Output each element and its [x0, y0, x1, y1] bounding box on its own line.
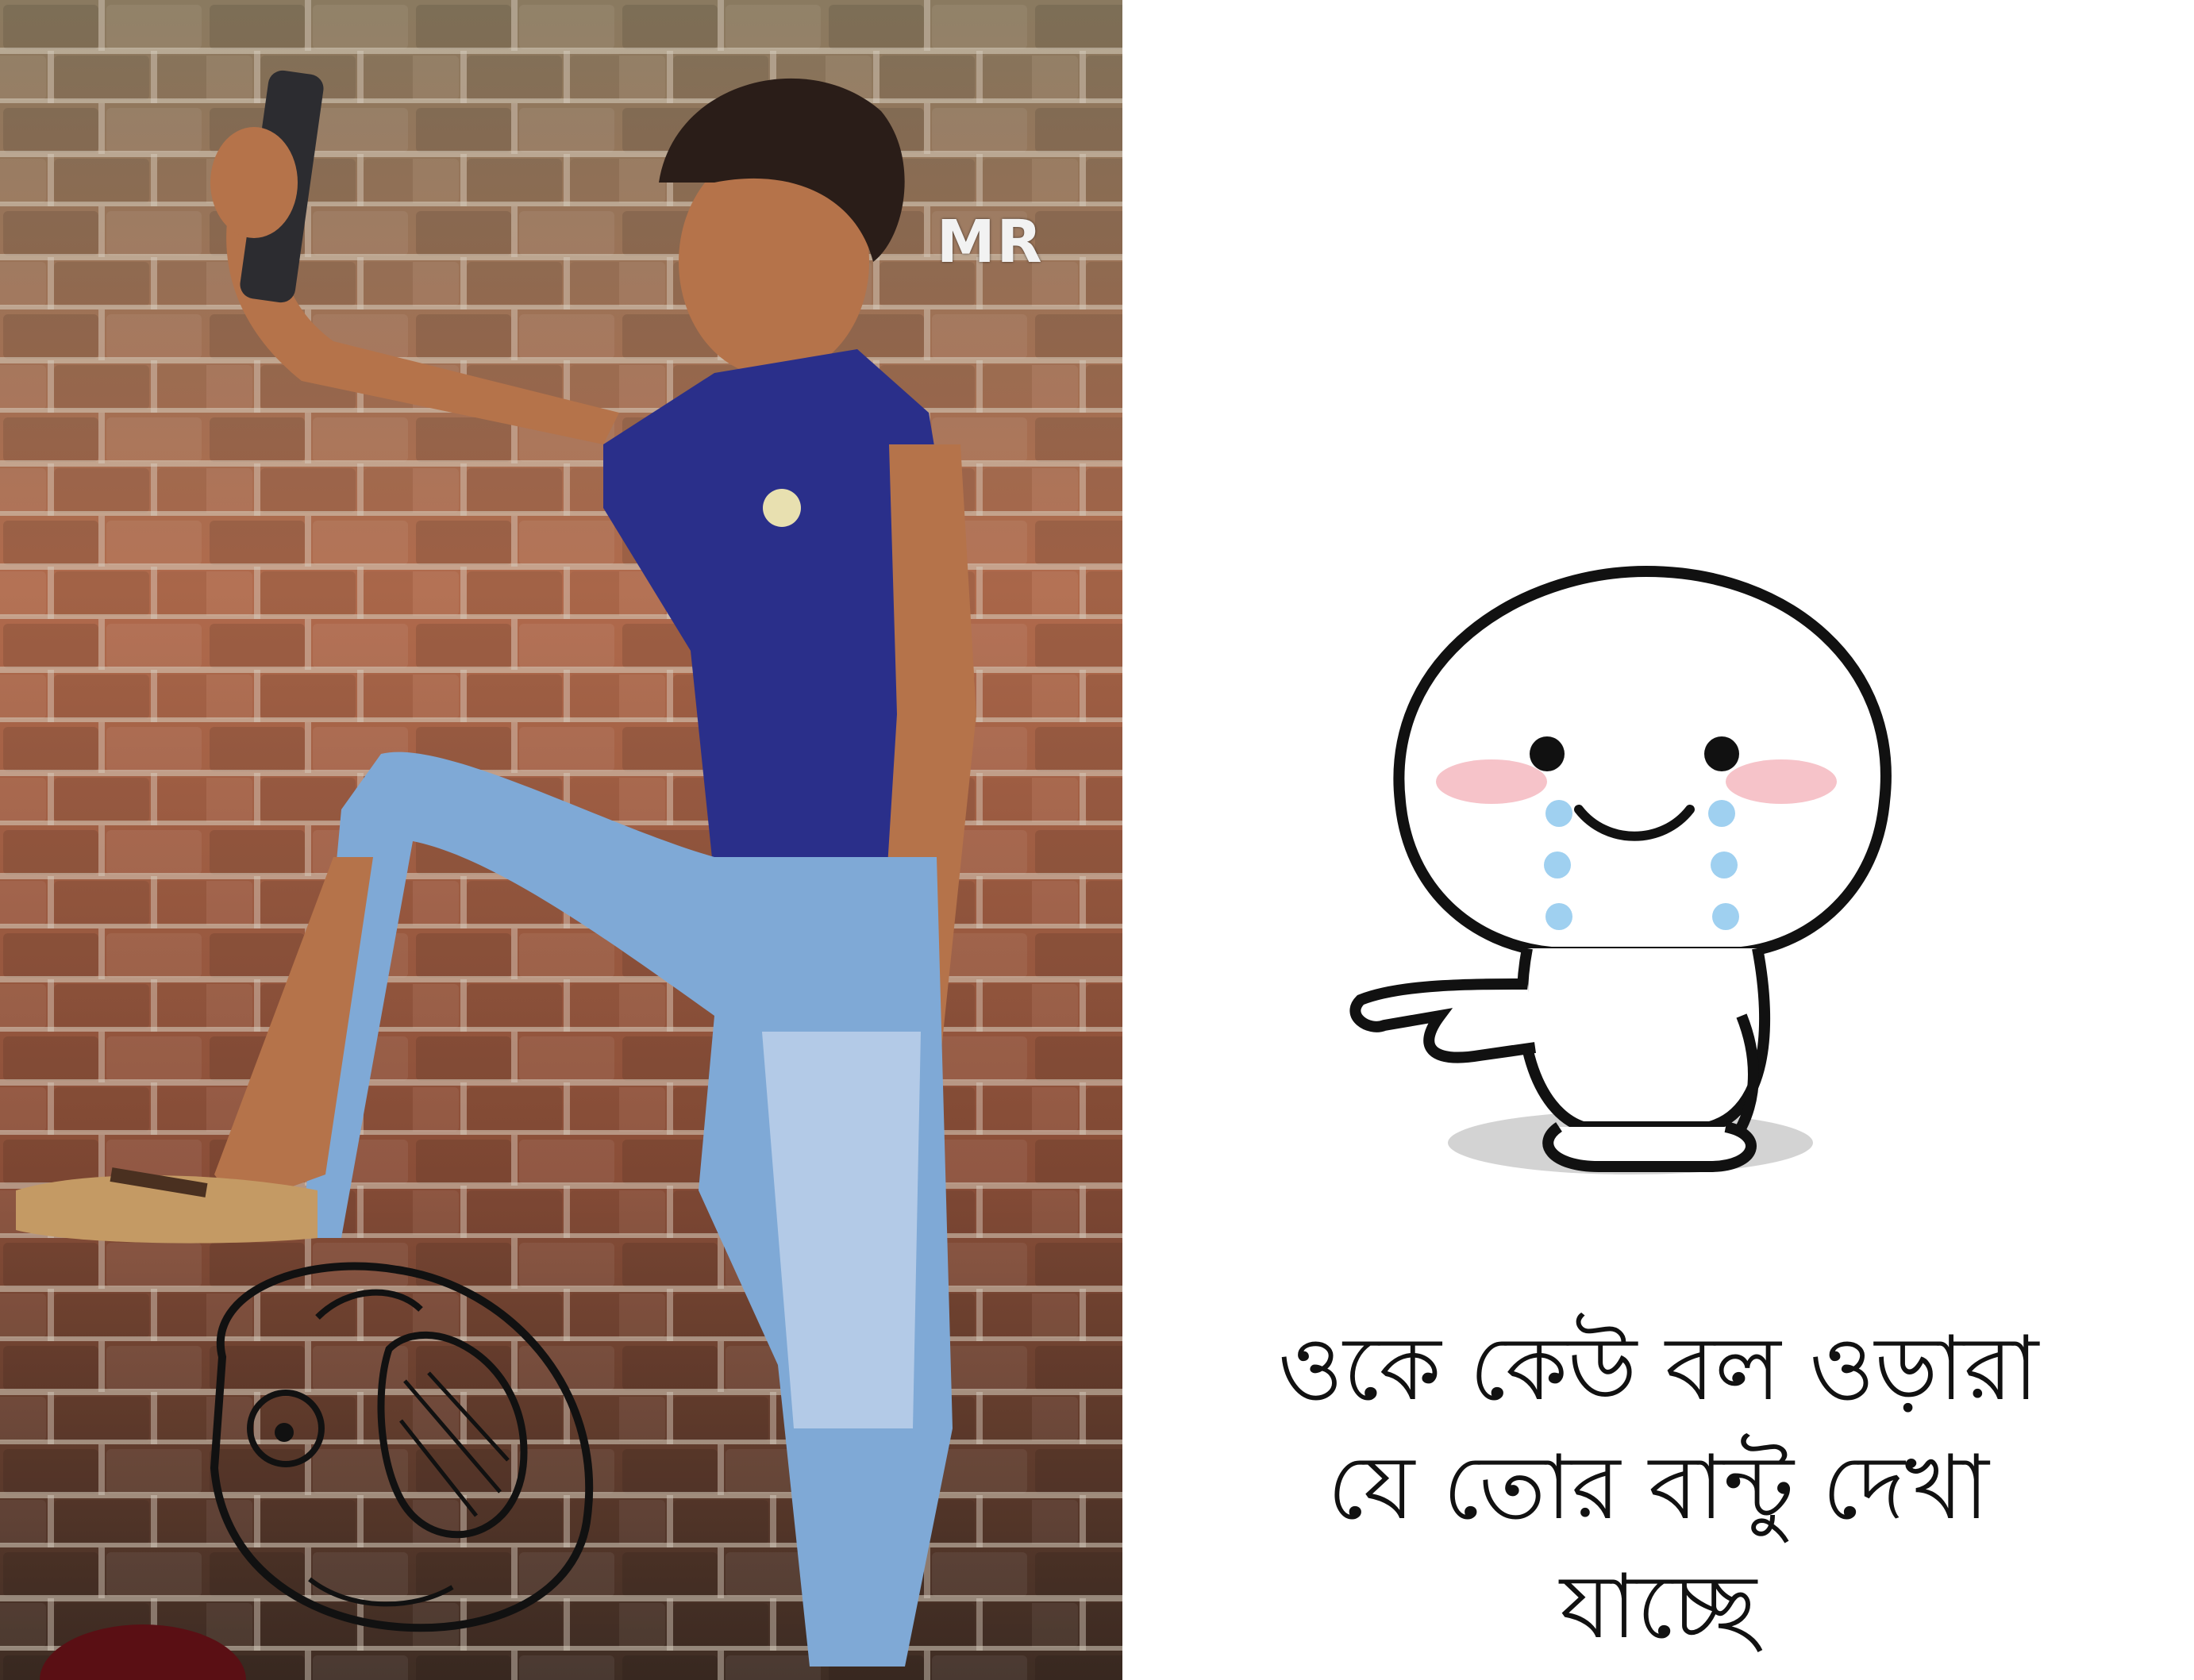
caption-line-1: ওকে কেউ বল ওড়ারা — [1277, 1317, 2039, 1421]
crying-pointing-mascot-icon — [1297, 540, 2011, 1190]
watermark: MR — [937, 208, 1044, 276]
meme-caption — [1122, 1309, 2194, 1667]
caption-panel — [1122, 0, 2194, 1680]
caption-line-2: যে তোর বান্টু দেখা — [1327, 1436, 1989, 1540]
caption-line-3: যাচ্ছে — [1559, 1555, 1757, 1659]
